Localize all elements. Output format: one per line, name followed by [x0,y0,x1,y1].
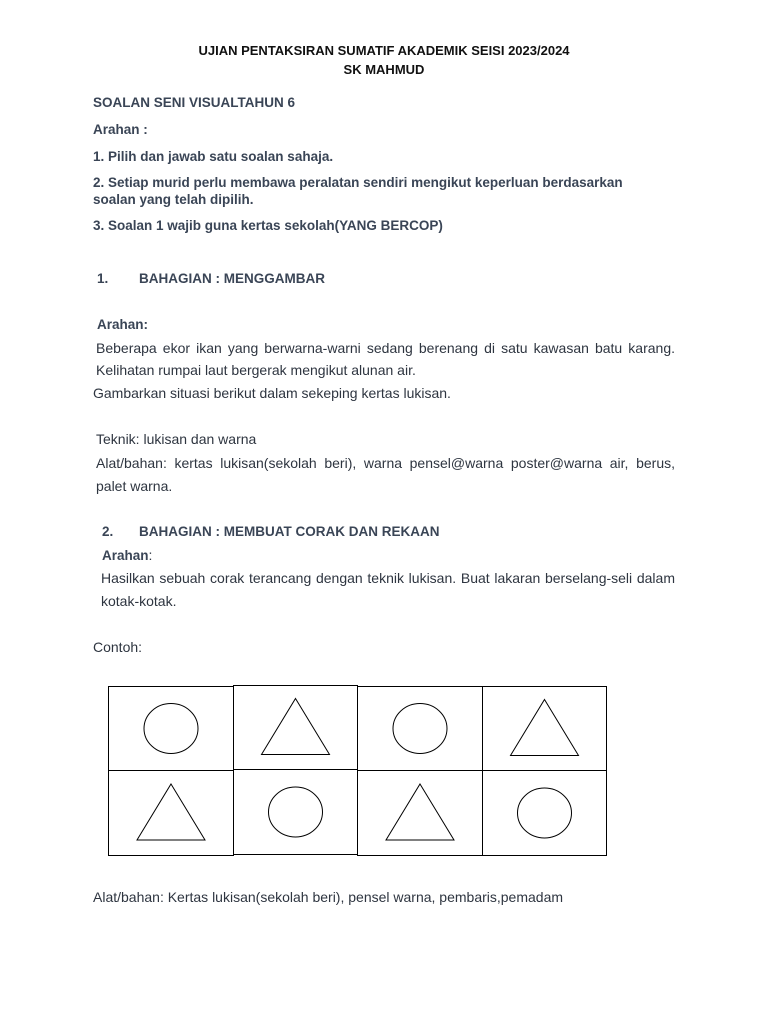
school-name: SK MAHMUD [343,62,425,77]
rule-2-line-1: 2. Setiap murid perlu membawa peralatan sendiri mengikut keperluan berdasarkan [93,175,623,190]
triangle-shape [137,784,205,840]
section-1-teknik: Teknik: lukisan dan warna [96,431,257,447]
section-1-title: BAHAGIAN : MENGGAMBAR [139,271,325,286]
section-2-title: BAHAGIAN : MEMBUAT CORAK DAN REKAAN [139,524,440,539]
section-1-paragraph-line-1: Beberapa ekor ikan yang berwarna-warni sedang berenang di satu kawasan batu karang. [96,340,675,356]
section-1-arahan: Arahan: [97,317,149,332]
contoh-label: Contoh: [93,639,143,655]
triangle-shape [511,700,579,756]
rule-1: 1. Pilih dan jawab satu soalan sahaja. [93,149,334,164]
section-2-arahan-label: Arahan [102,548,149,563]
exam-title: UJIAN PENTAKSIRAN SUMATIF AKADEMIK SEISI 2023/2024 [198,43,570,58]
circle-shape [393,704,447,754]
section-1-number: 1. [97,271,109,286]
section-2-paragraph-line-2: kotak-kotak. [101,593,177,609]
section-2-arahan-colon: : [148,547,153,563]
section-2-alat: Alat/bahan: Kertas lukisan(sekolah beri), pensel warna, pembaris,pemadam [93,889,564,905]
pattern-cell [233,769,358,855]
section-2-number: 2. [102,524,114,539]
section-1-paragraph-line-3: Gambarkan situasi berikut dalam sekeping kertas lukisan. [93,385,451,401]
pattern-cell [233,685,358,770]
pattern-cell [357,770,483,856]
section-1-paragraph-line-2: Kelihatan rumpai laut bergerak mengikut alunan air. [96,362,416,378]
pattern-cell [482,686,607,771]
section-2-paragraph-line-1: Hasilkan sebuah corak terancang dengan teknik lukisan. Buat lakaran berselang-seli dalam [101,570,675,586]
subject-title: SOALAN SENI VISUALTAHUN 6 [93,95,296,110]
section-1-alat-line-1: Alat/bahan: kertas lukisan(sekolah beri), warna pensel@warna poster@warna air, berus, [96,455,675,471]
circle-shape [144,704,198,754]
pattern-cell [108,686,234,771]
circle-shape [269,787,323,837]
pattern-cell [108,770,234,856]
pattern-cell [357,686,483,771]
triangle-shape [262,699,330,755]
arahan-heading: Arahan : [93,122,148,137]
triangle-shape [386,784,454,840]
rule-3: 3. Soalan 1 wajib guna kertas sekolah(YANG BERCOP) [93,218,443,233]
pattern-cell [482,770,607,856]
circle-shape [518,788,572,838]
section-1-alat-line-2: palet warna. [96,478,173,494]
section-2-arahan [102,547,152,565]
rule-2-line-2: soalan yang telah dipilih. [93,192,254,207]
